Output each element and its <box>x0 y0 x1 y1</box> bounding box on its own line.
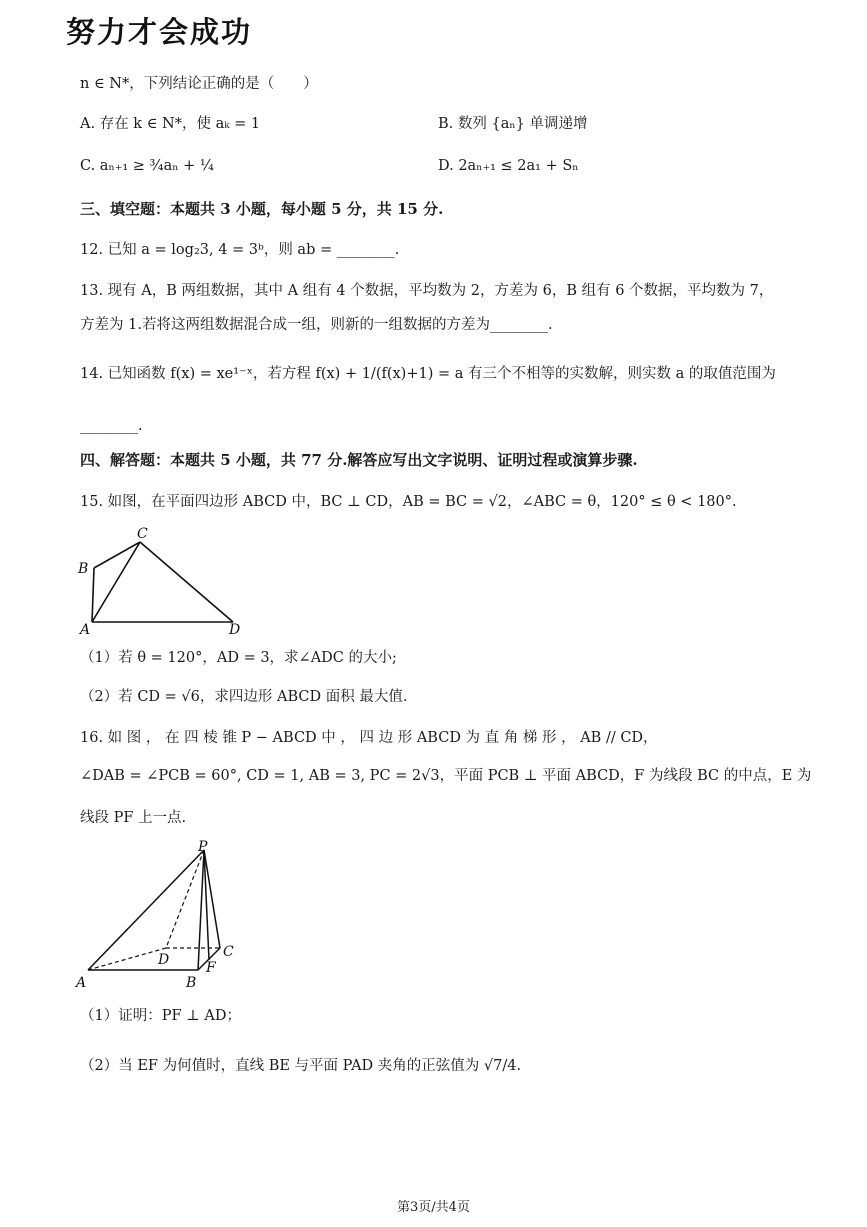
q15-label-d: D <box>229 622 241 638</box>
q14-line-2: ________. <box>80 418 143 434</box>
q16-line-1: 16. 如 图 ， 在 四 棱 锥 P − ABCD 中 ， 四 边 形 ABCD 为 直 角 梯 形 ， AB // CD， <box>80 730 658 746</box>
q15-part-2: （2）若 CD = √6，求四边形 ABCD 面积 最大值. <box>80 689 408 705</box>
page-footer: 第3页/共4页 <box>397 1200 470 1215</box>
edge-pb <box>198 850 204 970</box>
section-3-heading: 三、填空题：本题共 3 小题，每小题 5 分，共 15 分. <box>80 200 444 218</box>
q16-line-3: 线段 PF 上一点. <box>80 810 187 826</box>
q11-option-d: D. 2aₙ₊₁ ≤ 2a₁ + Sₙ <box>438 158 579 174</box>
q12-text: 12. 已知 a = log₂3, 4 = 3ᵇ，则 ab = ________. <box>80 242 400 258</box>
edge-pd-hidden <box>166 850 204 948</box>
q13-line-2: 方差为 1.若将这两组数据混合成一组，则新的一组数据的方差为________. <box>80 317 553 333</box>
banner-title: 努力才会成功 <box>66 15 253 49</box>
q11-option-b: B. 数列 {aₙ} 单调递增 <box>438 116 588 132</box>
q16-label-p: P <box>198 839 208 855</box>
q16-label-a: A <box>76 975 87 991</box>
q15-label-a: A <box>80 622 91 638</box>
q16-label-f: F <box>206 960 216 976</box>
q15-part-1: （1）若 θ = 120°，AD = 3，求∠ADC 的大小; <box>80 650 397 666</box>
q16-label-b: B <box>186 975 197 991</box>
q11-stem: n ∈ N*，下列结论正确的是（ ） <box>80 76 318 92</box>
edge-ad-hidden <box>88 948 166 970</box>
q16-part-2: （2）当 EF 为何值时，直线 BE 与平面 PAD 夹角的正弦值为 √7/4. <box>80 1058 522 1074</box>
q16-line-2: ∠DAB = ∠PCB = 60°, CD = 1, AB = 3, PC = 2√3，平面 PCB ⊥ 平面 ABCD，F 为线段 BC 的中点，E 为 <box>80 768 812 784</box>
q11-option-a: A. 存在 k ∈ N*，使 aₖ = 1 <box>80 116 261 132</box>
q14-line-1: 14. 已知函数 f(x) = xe¹⁻ˣ，若方程 f(x) + 1/(f(x)+1) = a 有三个不相等的实数解，则实数 a 的取值范围为 <box>80 366 776 382</box>
q13-line-1: 13. 现有 A，B 两组数据，其中 A 组有 4 个数据，平均数为 2，方差为 6，B 组有 6 个数据，平均数为 7， <box>80 283 774 299</box>
q15-label-b: B <box>78 561 89 577</box>
section-4-heading: 四、解答题：本题共 5 小题，共 77 分.解答应写出文字说明、证明过程或演算步骤. <box>80 451 638 469</box>
q15-stem: 15. 如图，在平面四边形 ABCD 中，BC ⊥ CD，AB = BC = √2，∠ABC = θ，120° ≤ θ < 180°. <box>80 494 737 510</box>
q16-label-c: C <box>223 944 234 960</box>
q16-label-d: D <box>158 952 170 968</box>
q11-option-c: C. aₙ₊₁ ≥ ¾aₙ + ¼ <box>80 158 214 174</box>
edge-pa <box>88 850 204 970</box>
q16-part-1: （1）证明：PF ⊥ AD； <box>80 1008 241 1024</box>
q15-label-c: C <box>137 526 148 542</box>
